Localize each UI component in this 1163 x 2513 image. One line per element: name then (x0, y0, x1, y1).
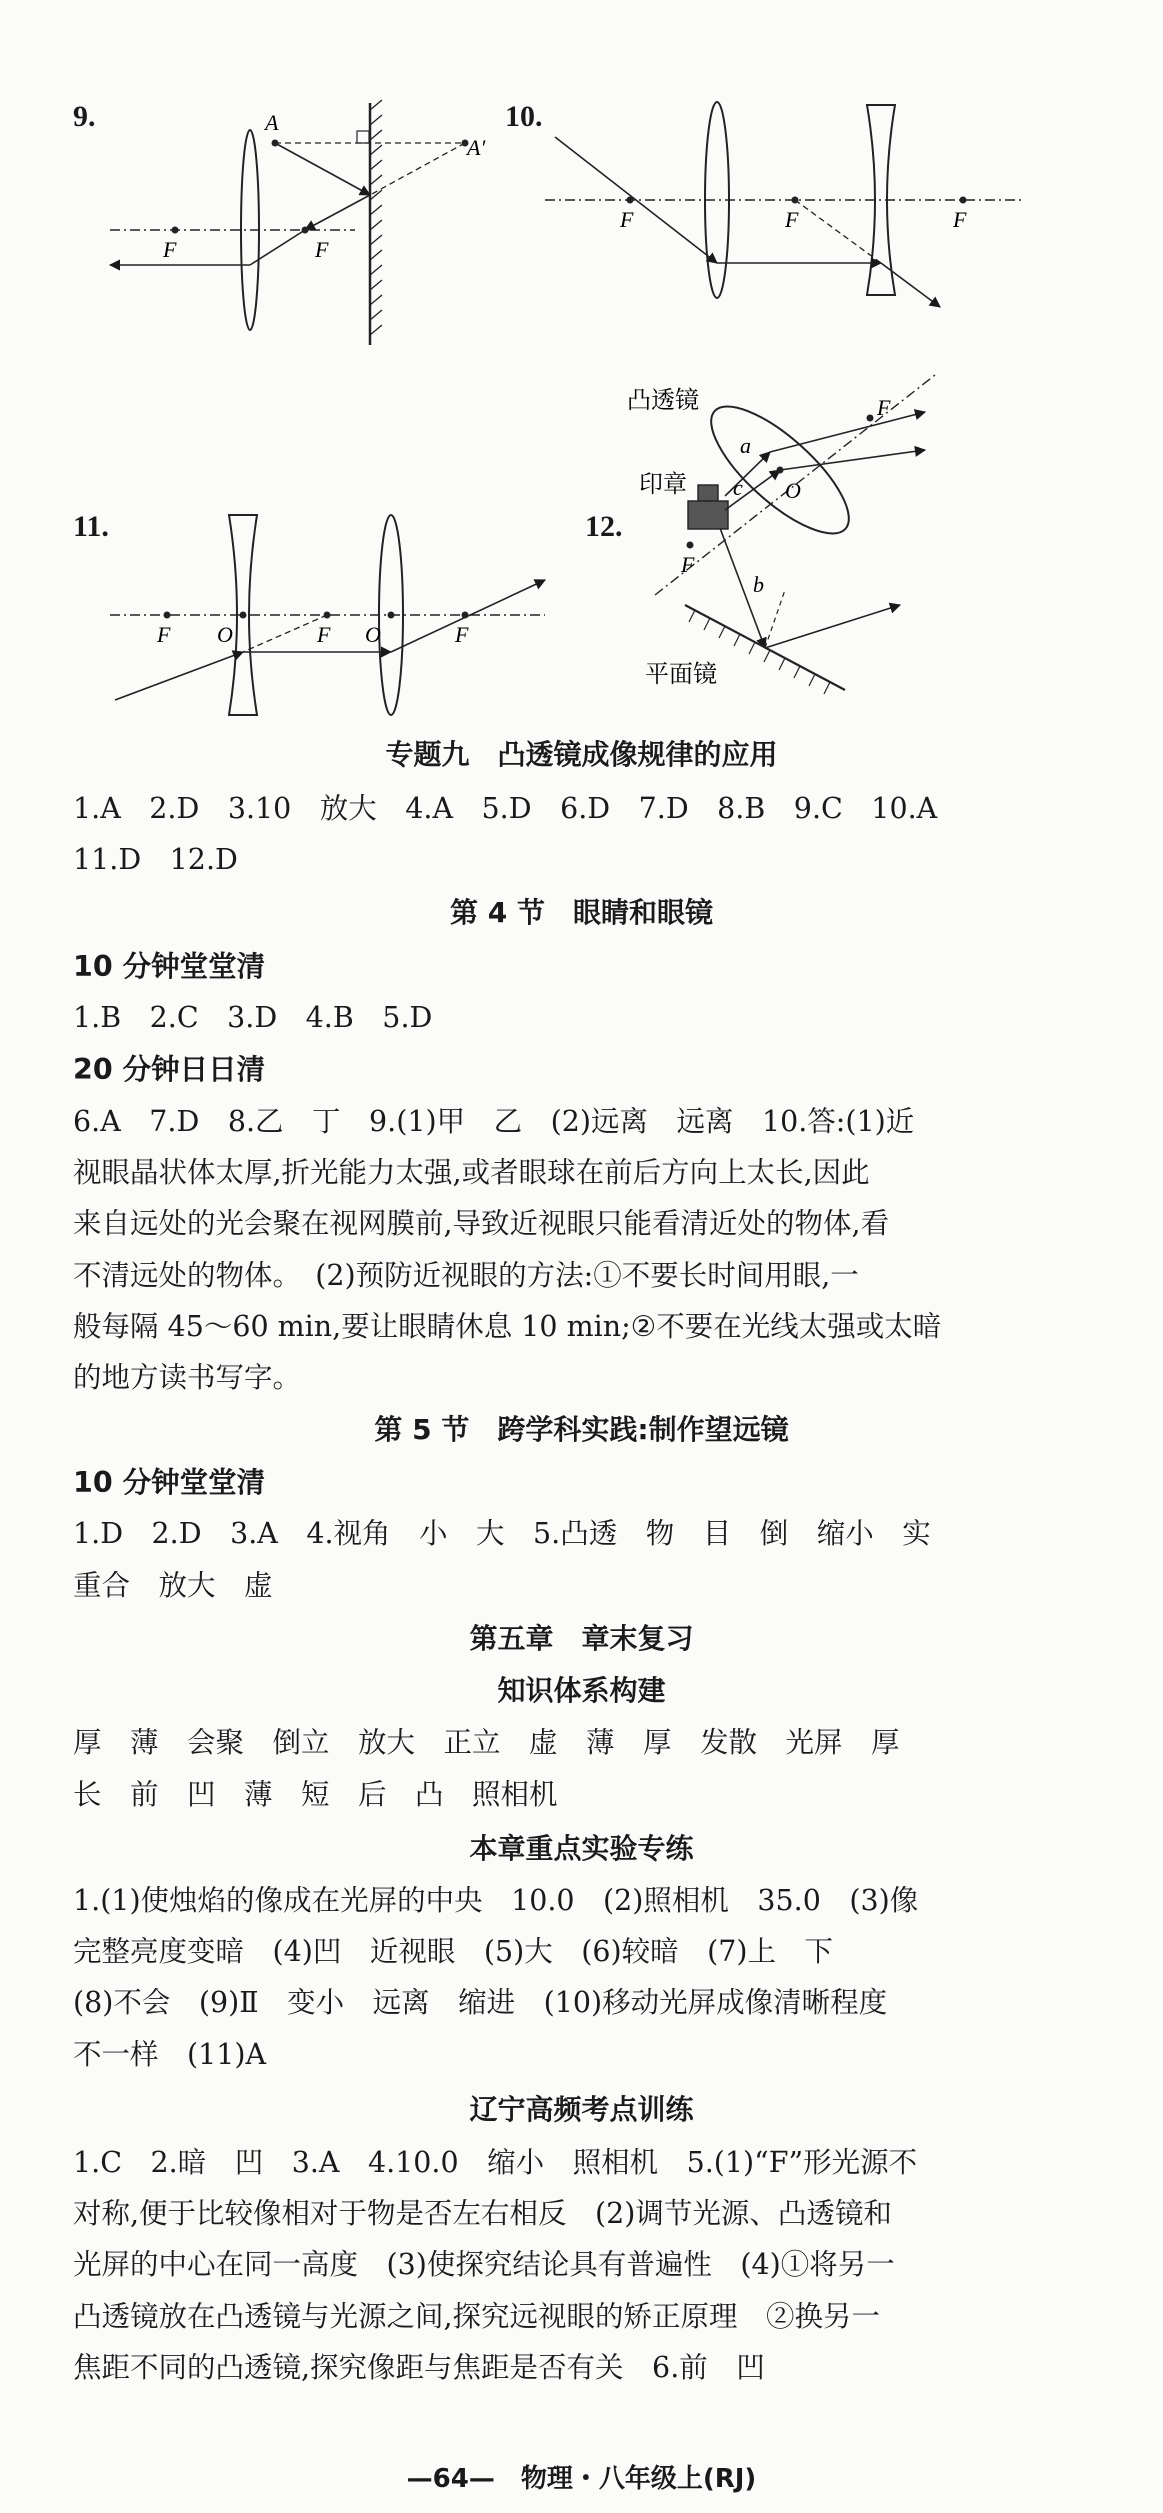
focus-left (172, 227, 179, 234)
sec5-l2: 重合 放大 虚 (73, 1569, 273, 1602)
label-b: b (753, 572, 764, 597)
focus-2 (792, 197, 799, 204)
exp-line-1: 1.(1)使烛焰的像成在光屏的中央 10.0 (2)照相机 35.0 (3)像 (73, 1884, 919, 1917)
focus-3 (960, 197, 967, 204)
focus-right (302, 227, 309, 234)
sec4-title: 第 4 节 眼睛和眼镜 (450, 896, 713, 929)
focus-3 (462, 612, 469, 619)
exp-title: 本章重点实验专练 (469, 1832, 694, 1865)
diagram-12 (625, 360, 1065, 700)
label-f1: F (157, 622, 171, 647)
sec4-ans1: 1.B 2.C 3.D 4.B 5.D (73, 1001, 433, 1034)
stamp-body (688, 501, 728, 529)
ray-virtual-dashed (370, 143, 465, 195)
ray-out (881, 263, 940, 307)
label-c: c (733, 475, 743, 500)
kb-title: 知识体系构建 (497, 1674, 666, 1707)
exp-line-2: 完整亮度变暗 (4)凹 近视眼 (5)大 (6)较暗 (7)上 下 (73, 1935, 833, 1968)
label-mirror: 平面镜 (645, 660, 717, 688)
focus-1 (164, 612, 171, 619)
liaoning-line-2: 对称,便于比较像相对于物是否左右相反 (2)调节光源、凸透镜和 (73, 2197, 892, 2230)
sec4-p2: 视眼晶状体太厚,折光能力太强,或者眼球在前后方向上太长,因此 (73, 1156, 870, 1189)
label-a: A (265, 110, 279, 135)
focus-bottom (687, 542, 694, 549)
label-lens: 凸透镜 (627, 386, 699, 414)
diagram-9-number: 9. (73, 100, 96, 133)
label-a: a (740, 433, 751, 458)
focus-top (867, 415, 874, 422)
sec4-sub2: 20 分钟日日清 (73, 1053, 266, 1086)
ray-incident (115, 652, 243, 700)
focus-2 (324, 612, 331, 619)
ray-a-in (725, 452, 770, 496)
diagram-12-number: 12. (585, 510, 623, 543)
exp-line-4: 不一样 (11)A (73, 2038, 267, 2071)
focus-1 (627, 197, 634, 204)
ray-a-out (770, 412, 925, 452)
label-f-bottom: F (681, 552, 695, 577)
liaoning-line-4: 凸透镜放在凸透镜与光源之间,探究远视眼的矫正原理 ②换另一 (73, 2300, 881, 2333)
ray-a-to-mirror (275, 143, 370, 195)
diagram-10 (545, 95, 1065, 355)
sec4-p5: 般每隔 45～60 min,要让眼睛休息 10 min;②不要在光线太强或太暗 (73, 1310, 942, 1343)
ray-mirror-to-f (305, 195, 370, 230)
stamp-top (698, 485, 718, 501)
topic9-answers-1: 1.A 2.D 3.10 放大 4.A 5.D 6.D 7.D 8.B 9.C 10.A (73, 792, 938, 825)
label-f1: F (620, 207, 634, 232)
center-2 (388, 612, 395, 619)
ray-virtual-dashed (243, 615, 327, 652)
label-a-image: A′ (467, 135, 486, 160)
chapter5-title: 第五章 章末复习 (469, 1622, 694, 1655)
label-f-right: F (315, 237, 329, 262)
ray-extension-dashed (795, 200, 881, 263)
exp-line-3: (8)不会 (9)Ⅱ 变小 远离 缩进 (10)移动光屏成像清晰程度 (73, 1986, 888, 2019)
label-f-top: F (877, 395, 891, 420)
label-f-left: F (163, 237, 177, 262)
diagram-10-number: 10. (505, 100, 543, 133)
diagram-11 (105, 500, 565, 730)
liaoning-line-1: 1.C 2.暗 凹 3.A 4.10.0 缩小 照相机 5.(1)“F”形光源不 (73, 2146, 918, 2179)
liaoning-title: 辽宁高频考点训练 (469, 2093, 694, 2126)
label-f2: F (317, 622, 331, 647)
liaoning-line-3: 光屏的中心在同一高度 (3)使探究结论具有普遍性 (4)①将另一 (73, 2248, 895, 2281)
ray-c-out (780, 450, 925, 470)
label-f3: F (455, 622, 469, 647)
sec5-title: 第 5 节 跨学科实践:制作望远镜 (374, 1413, 789, 1446)
diagram-11-number: 11. (73, 510, 109, 543)
ray-b-reflected (765, 605, 900, 648)
optical-center (777, 467, 784, 474)
label-stamp: 印章 (639, 470, 687, 498)
sec4-p3: 来自远处的光会聚在视网膜前,导致近视眼只能看清近处的物体,看 (73, 1207, 890, 1240)
liaoning-line-5: 焦距不同的凸透镜,探究像距与焦距是否有关 6.前 凹 (73, 2351, 765, 2384)
topic9-title: 专题九 凸透镜成像规律的应用 (385, 738, 778, 771)
label-f2: F (785, 207, 799, 232)
sec5-l1: 1.D 2.D 3.A 4.视角 小 大 5.凸透 物 目 倒 缩小 实 (73, 1517, 931, 1550)
sec4-p4: 不清远处的物体。 (2)预防近视眼的方法:①不要长时间用眼,一 (73, 1259, 859, 1292)
right-angle-mark (357, 131, 369, 143)
label-o1: O (217, 622, 233, 647)
label-f3: F (953, 207, 967, 232)
label-o: O (785, 478, 801, 503)
sec4-p6: 的地方读书写字。 (73, 1361, 302, 1394)
center-1 (240, 612, 247, 619)
sec4-p1: 6.A 7.D 8.乙 丁 9.(1)甲 乙 (2)远离 远离 10.答:(1)近 (73, 1105, 915, 1138)
sec4-sub1: 10 分钟堂堂清 (73, 950, 266, 983)
topic9-answers-2: 11.D 12.D (73, 843, 238, 876)
label-o2: O (365, 622, 381, 647)
mirror-normal-dashed (765, 590, 785, 648)
kb-line-2: 长 前 凹 薄 短 后 凸 照相机 (73, 1778, 558, 1811)
mirror-hatch (370, 100, 382, 335)
page-footer: —64— 物理・八年级上(RJ) (406, 2464, 757, 2494)
sec5-sub1: 10 分钟堂堂清 (73, 1466, 266, 1499)
kb-line-1: 厚 薄 会聚 倒立 放大 正立 虚 薄 厚 发散 光屏 厚 (73, 1726, 900, 1759)
diagram-9 (105, 95, 505, 355)
